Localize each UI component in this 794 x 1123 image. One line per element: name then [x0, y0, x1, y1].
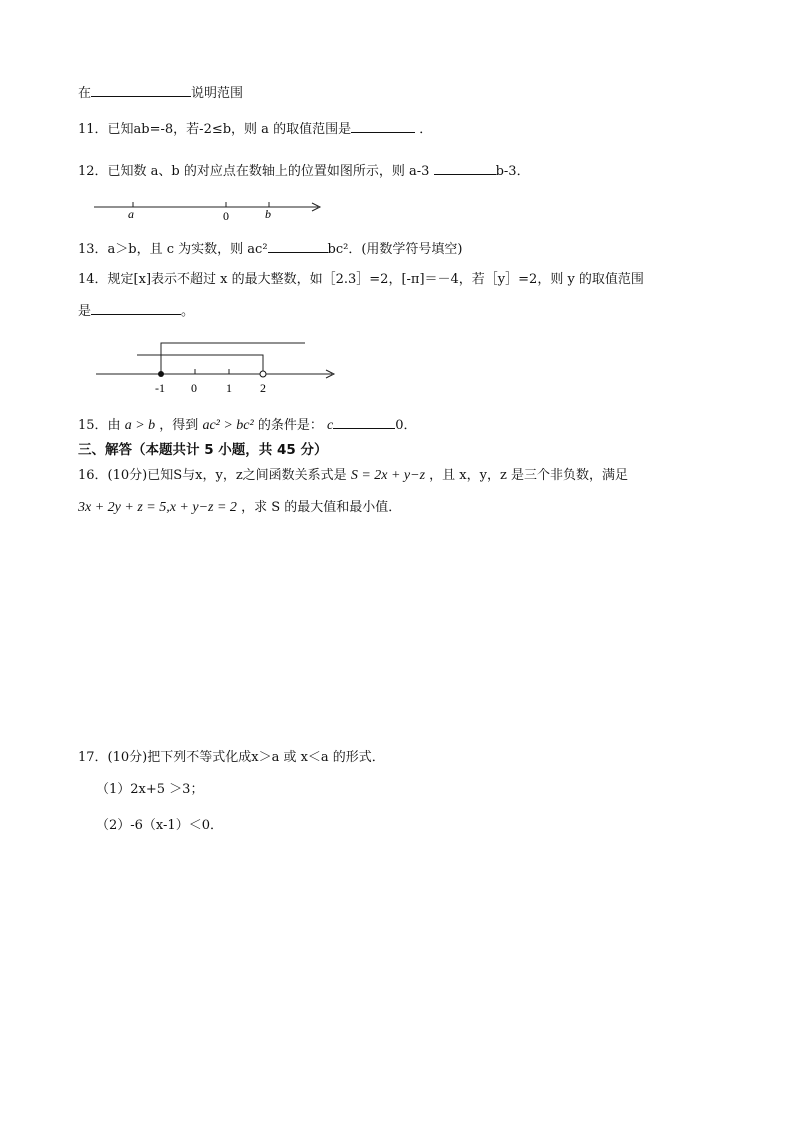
question-17-part-2: （2）-6（x-1）＜0．: [96, 818, 223, 833]
axis-label-zero: 0: [191, 381, 197, 395]
axis-label-minus-one: -1: [155, 381, 165, 395]
question-number: 12．: [78, 164, 108, 179]
axis-label-one: 1: [226, 381, 232, 395]
question-number: 13．: [78, 242, 108, 257]
constraint-formula: 3x + 2y + z = 5,x + y−z = 2: [78, 500, 237, 515]
question-text: 是: [78, 304, 92, 319]
question-points: (10分): [107, 468, 148, 483]
question-text: 由: [107, 418, 121, 433]
question-text: 已知S与x，y，z之间函数关系式是: [147, 468, 347, 483]
question-number: 16．: [78, 468, 108, 483]
question-points: (10分): [107, 750, 148, 765]
question-15: [78, 415, 417, 435]
axis-label-a: a: [128, 207, 134, 221]
axis-label-b: b: [265, 207, 271, 221]
axis-label-two: 2: [260, 381, 266, 395]
question-11: [78, 119, 432, 139]
q10-tail: [78, 83, 243, 103]
question-13: [78, 239, 463, 259]
question-16-line2: [78, 499, 401, 517]
question-text-end: 。: [181, 304, 195, 319]
question-17-part-1: （1）2x+5 ＞3；: [96, 782, 204, 797]
number-line-q12: [92, 196, 324, 224]
question-text: ，且 x，y，z 是三个非负数，满足: [429, 468, 628, 483]
question-number: 14．: [78, 272, 108, 287]
question-text: 已知ab=-8，若-2≤b，则 a 的取值范围是: [107, 122, 352, 137]
question-text: ，得到: [159, 418, 199, 433]
question-text-end: b-3．: [495, 164, 530, 179]
question-17: [78, 749, 385, 767]
answer-blank[interactable]: [268, 239, 328, 253]
question-16: [78, 467, 628, 485]
function-formula: S = 2x + y−z: [350, 468, 426, 483]
number-line-q14: [92, 336, 340, 398]
variable-c: c: [327, 418, 334, 433]
result-formula: ac² > bc²: [202, 418, 254, 433]
question-text: ，求 S 的最大值和最小值．: [241, 500, 402, 515]
question-number: 17．: [78, 750, 108, 765]
q10-prefix: 在: [78, 86, 92, 101]
answer-blank[interactable]: [91, 83, 191, 97]
question-text: 已知数 a、b 的对应点在数轴上的位置如图所示，则 a-3: [107, 164, 434, 179]
question-text: a＞b，且 c 为实数，则 ac²: [107, 242, 268, 257]
question-end: ．: [415, 122, 433, 137]
q10-suffix: 说明范围: [191, 86, 244, 101]
answer-blank[interactable]: [351, 119, 415, 133]
question-text: 把下列不等式化成x＞a 或 x＜a 的形式．: [147, 750, 385, 765]
axis-label-zero: 0: [223, 209, 229, 223]
question-text: 规定[x]表示不超过 x 的最大整数，如［2.3］=2，[-π]＝－4，若［y］=2，则 y 的取值范围: [107, 272, 644, 287]
question-14-line2: [78, 301, 194, 321]
question-14: [78, 271, 644, 289]
answer-blank[interactable]: [434, 161, 496, 175]
answer-blank[interactable]: [333, 415, 395, 429]
section-title: 三、解答（本题共计 5 小题，共 45 分）: [78, 442, 328, 458]
question-number: 11．: [78, 122, 108, 137]
answer-blank[interactable]: [91, 301, 181, 315]
question-text: 的条件是：: [257, 418, 323, 433]
question-number: 15．: [78, 418, 108, 433]
question-text-end: 0．: [395, 418, 417, 433]
question-text-end: bc²．(用数学符号填空): [327, 242, 463, 257]
question-12: [78, 161, 530, 181]
condition-formula: a > b: [124, 418, 156, 433]
